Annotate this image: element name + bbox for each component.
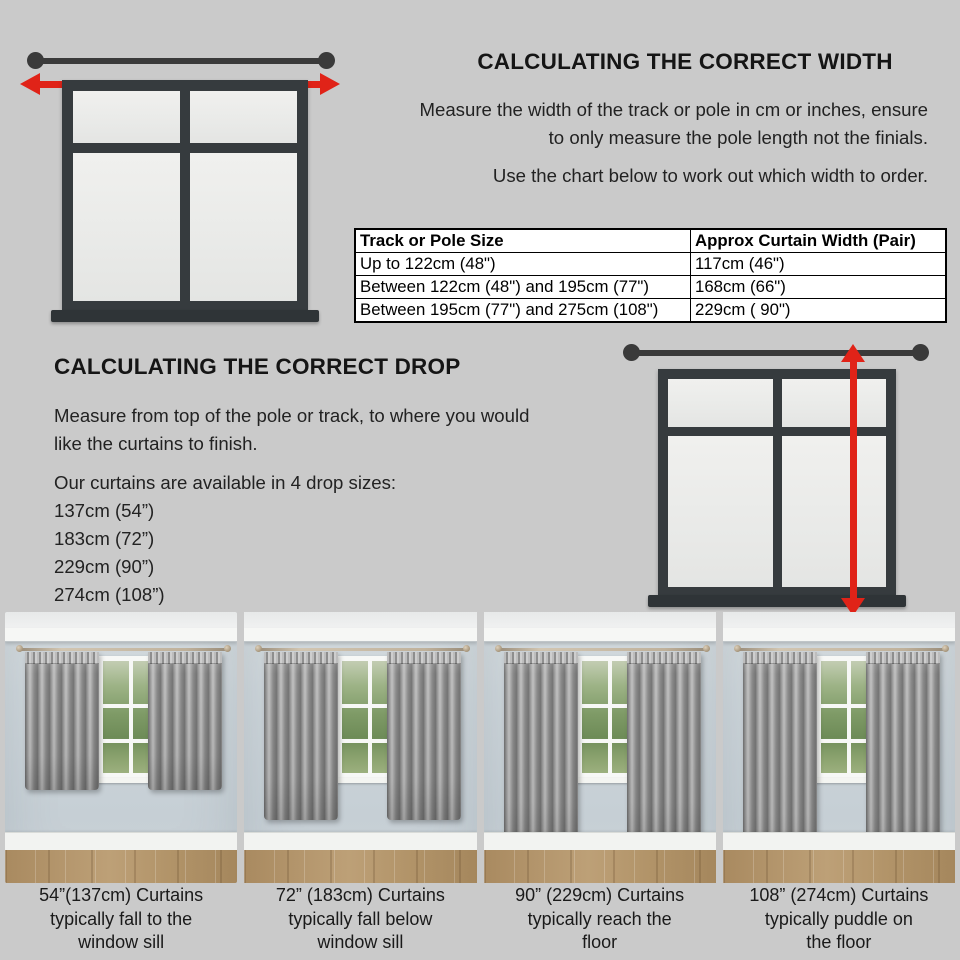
pole-finial-right-icon (703, 645, 710, 652)
curtain-panel-left (504, 652, 578, 852)
caption-108in (723, 884, 955, 955)
photo-curtains-72in (244, 612, 476, 883)
window-pane (190, 91, 297, 143)
pole-finial-right-icon (912, 344, 929, 361)
crown-molding (723, 628, 955, 642)
width-chart-hint: Use the chart below to work out which width to order. (492, 165, 928, 186)
caption-line: the floor (806, 932, 872, 952)
crown-molding (5, 628, 237, 642)
caption-line: typically reach the (527, 908, 672, 929)
ceiling (244, 612, 476, 628)
curtain-pole (36, 58, 326, 64)
window-pane (73, 91, 180, 143)
curtain-panel-right (148, 652, 222, 790)
window-pane (782, 379, 887, 427)
window-sill (648, 595, 906, 607)
table-cell-width: 117cm (46") (691, 253, 947, 276)
caption-line: typically fall below (288, 908, 433, 929)
drop-instructions-line2: like the curtains to finish. (54, 432, 258, 454)
wood-floor (244, 850, 476, 883)
window-mullion (129, 661, 133, 773)
photo-curtains-108in (723, 612, 955, 883)
caption-line: 54”(137cm) Curtains (39, 885, 204, 905)
pole-finial-left-icon (27, 52, 44, 69)
width-instructions-line1: Measure the width of the track or pole in cm or inches, ensure (419, 99, 928, 120)
size-table-header-row (355, 229, 946, 253)
crown-molding (244, 628, 476, 642)
width-instructions (340, 96, 928, 151)
table-cell-track: Between 122cm (48") and 195cm (77") (355, 276, 691, 299)
width-instructions-line2: to only measure the pole length not the finials. (548, 126, 928, 148)
window-pane (73, 153, 180, 301)
table-cell-width: 168cm (66") (691, 276, 947, 299)
arrow-head-right-icon (320, 73, 340, 95)
caption-line: 108” (274cm) Curtains (749, 885, 929, 905)
photo-curtain-pole (20, 648, 227, 651)
pole-finial-left-icon (495, 645, 502, 652)
ceiling (484, 612, 716, 628)
table-row (355, 253, 946, 276)
drop-size-item: 274cm (108”) (54, 584, 165, 605)
caption-line: typically puddle on (764, 908, 913, 929)
drop-sizes-list (54, 469, 454, 609)
caption-90in (484, 884, 716, 955)
caption-54in (5, 884, 237, 955)
photo-curtain-pole (259, 648, 466, 651)
window-illustration (62, 80, 308, 310)
curtain-panel-left (25, 652, 99, 790)
caption-line: floor (582, 932, 618, 952)
window-pane (668, 379, 773, 427)
drop-size-item: 137cm (54”) (54, 500, 155, 521)
baseboard (723, 832, 955, 850)
table-row (355, 299, 946, 323)
wood-floor (723, 850, 955, 883)
arrow-shaft (850, 359, 857, 601)
photo-curtain-pole (499, 648, 706, 651)
photo-curtains-90in (484, 612, 716, 883)
caption-72in (244, 884, 476, 955)
table-cell-width: 229cm ( 90") (691, 299, 947, 323)
caption-line: typically fall to the (50, 908, 193, 929)
table-cell-track: Between 195cm (77") and 275cm (108") (355, 299, 691, 323)
curtain-panel-right (627, 652, 701, 852)
caption-line: window sill (78, 932, 165, 952)
drop-instructions (54, 402, 614, 457)
wood-floor (484, 850, 716, 883)
photo-curtain-pole (738, 648, 945, 651)
size-table (354, 228, 947, 323)
curtain-panel-left (264, 652, 338, 820)
drop-sizes-intro: Our curtains are available in 4 drop sizes: (54, 472, 397, 493)
baseboard (5, 832, 237, 850)
baseboard (484, 832, 716, 850)
caption-line: 90” (229cm) Curtains (515, 885, 685, 905)
drop-instructions-line1: Measure from top of the pole or track, to where you would (54, 405, 530, 426)
curtain-panel-right (387, 652, 461, 820)
wood-floor (5, 850, 237, 883)
drop-size-item: 183cm (72”) (54, 528, 155, 549)
drop-length-gallery (0, 612, 960, 883)
pole-finial-right-icon (463, 645, 470, 652)
pole-finial-left-icon (16, 645, 23, 652)
drop-size-item: 229cm (90”) (54, 556, 155, 577)
drop-section-heading: CALCULATING THE CORRECT DROP (54, 354, 461, 379)
crown-molding (484, 628, 716, 642)
caption-line: 72” (183cm) Curtains (275, 885, 445, 905)
pole-finial-right-icon (942, 645, 949, 652)
drop-arrow-icon (841, 344, 866, 616)
window-pane (782, 436, 887, 587)
caption-line: window sill (317, 932, 404, 952)
window-pane (190, 153, 297, 301)
photo-curtains-54in (5, 612, 237, 883)
window-mullion (368, 661, 372, 773)
table-row (355, 276, 946, 299)
width-section-heading: CALCULATING THE CORRECT WIDTH (477, 49, 893, 74)
baseboard (244, 832, 476, 850)
table-cell-track: Up to 122cm (48") (355, 253, 691, 276)
ceiling (5, 612, 237, 628)
ceiling (723, 612, 955, 628)
window-pane (668, 436, 773, 587)
pole-finial-left-icon (734, 645, 741, 652)
gallery-captions (0, 884, 960, 955)
pole-finial-left-icon (623, 344, 640, 361)
curtain-pole (633, 350, 921, 356)
window-mullion (608, 661, 612, 773)
window-sill (51, 310, 319, 322)
pole-finial-right-icon (224, 645, 231, 652)
size-table-header-width: Approx Curtain Width (Pair) (691, 229, 947, 253)
window-panes (73, 91, 297, 301)
size-table-header-track: Track or Pole Size (355, 229, 691, 253)
window-mullion (847, 661, 851, 773)
pole-finial-right-icon (318, 52, 335, 69)
